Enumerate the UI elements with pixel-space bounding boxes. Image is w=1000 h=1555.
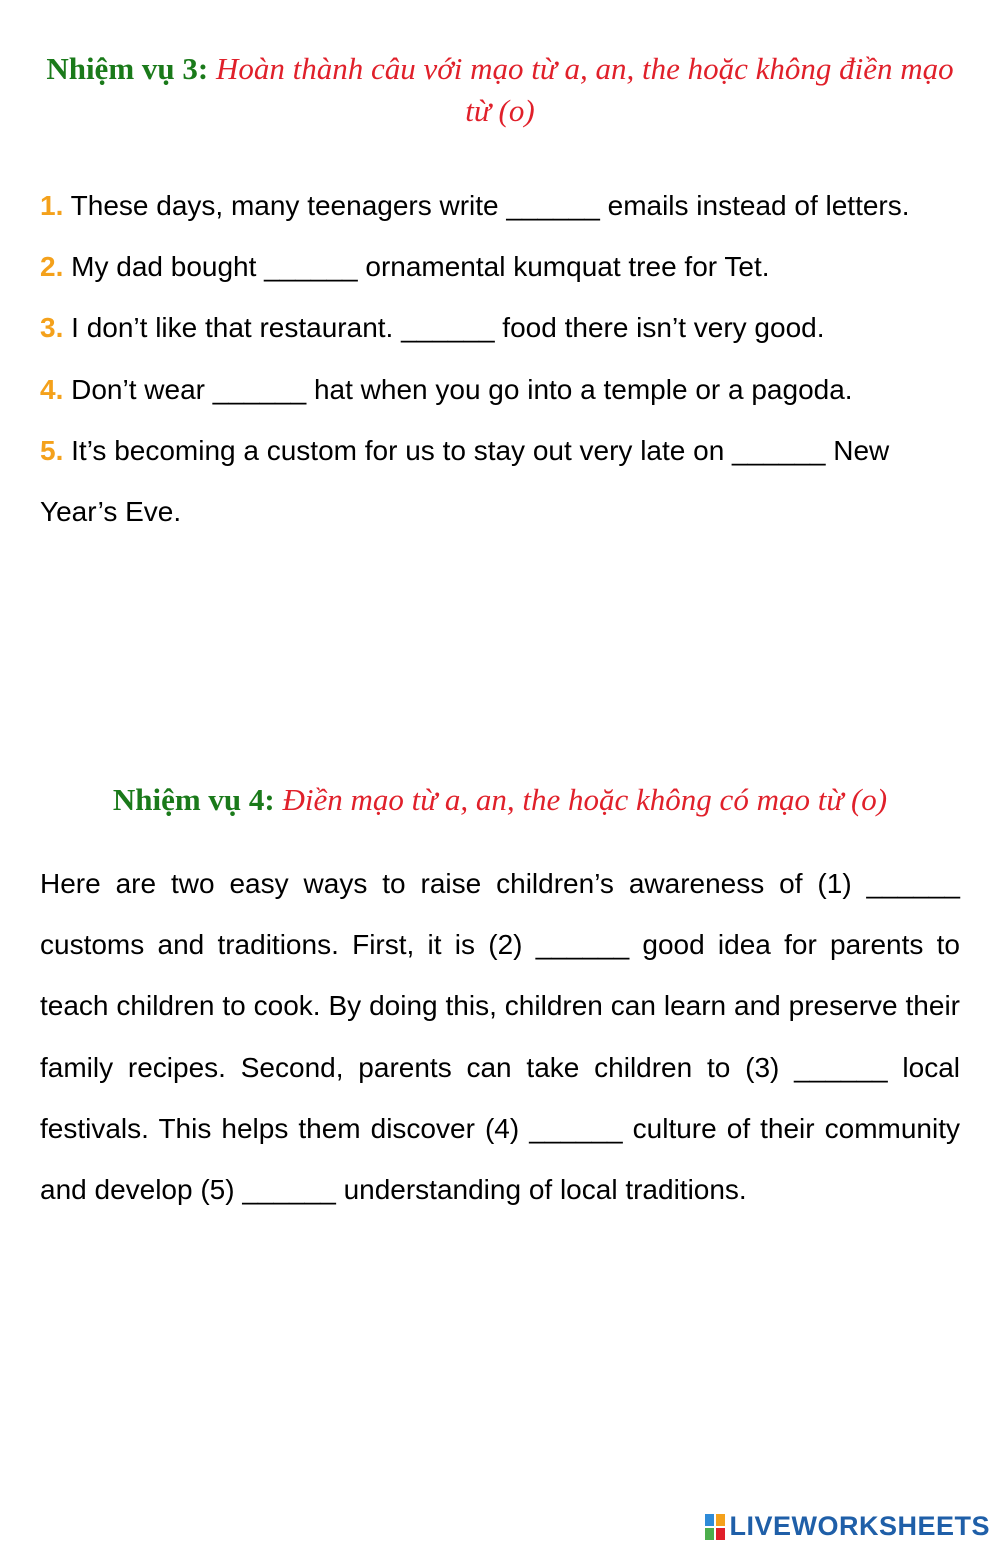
liveworksheets-logo	[705, 1511, 990, 1542]
task-3-label: Nhiệm vụ 3:	[46, 51, 209, 86]
question-text: My dad bought ______ ornamental kumquat tree for Tet.	[71, 251, 770, 283]
liveworksheets-logo-icon	[705, 1514, 725, 1540]
question-text: It’s becoming a custom for us to stay out very late on ______ New Year’s Eve.	[40, 434, 890, 528]
question-list	[40, 175, 960, 542]
task-3-instruction: Hoàn thành câu với mạo từ a, an, the hoặc không điền mạo từ (o)	[215, 51, 954, 128]
question-text: I don’t like that restaurant. ______ food there isn’t very good.	[71, 312, 825, 344]
question-3	[40, 297, 960, 358]
question-text: Don’t wear ______ hat when you go into a temple or a pagoda.	[71, 373, 853, 405]
question-4	[40, 359, 960, 420]
question-text: These days, many teenagers write ______ emails instead of letters.	[70, 190, 910, 221]
cloze-passage: Here are two easy ways to raise children’s awareness of (1) ______ customs and traditions. First, it is (2) ______ good idea for parents to teach children to cook. By doing this, children can learn and preserve their family recipes. Second, parents can take children to (3) ______ local festivals. This helps them discover (4) ______ culture of their community and develop (5) ______ understanding of local traditions.	[40, 868, 960, 1206]
question-number: 5.	[40, 434, 64, 466]
question-number: 2.	[40, 251, 64, 283]
task-4-label: Nhiệm vụ 4:	[112, 782, 275, 817]
task-4-instruction: Điền mạo từ a, an, the hoặc không có mạo từ (o)	[282, 782, 888, 817]
question-5	[40, 420, 960, 542]
logo-text: LIVEWORKSHEETS	[729, 1511, 990, 1541]
task-4-heading	[40, 779, 960, 821]
task-3-heading	[40, 48, 960, 132]
question-2	[40, 236, 960, 297]
question-number: 4.	[40, 373, 64, 405]
question-1	[40, 175, 960, 236]
question-number: 3.	[40, 312, 64, 344]
question-number: 1.	[40, 190, 64, 221]
